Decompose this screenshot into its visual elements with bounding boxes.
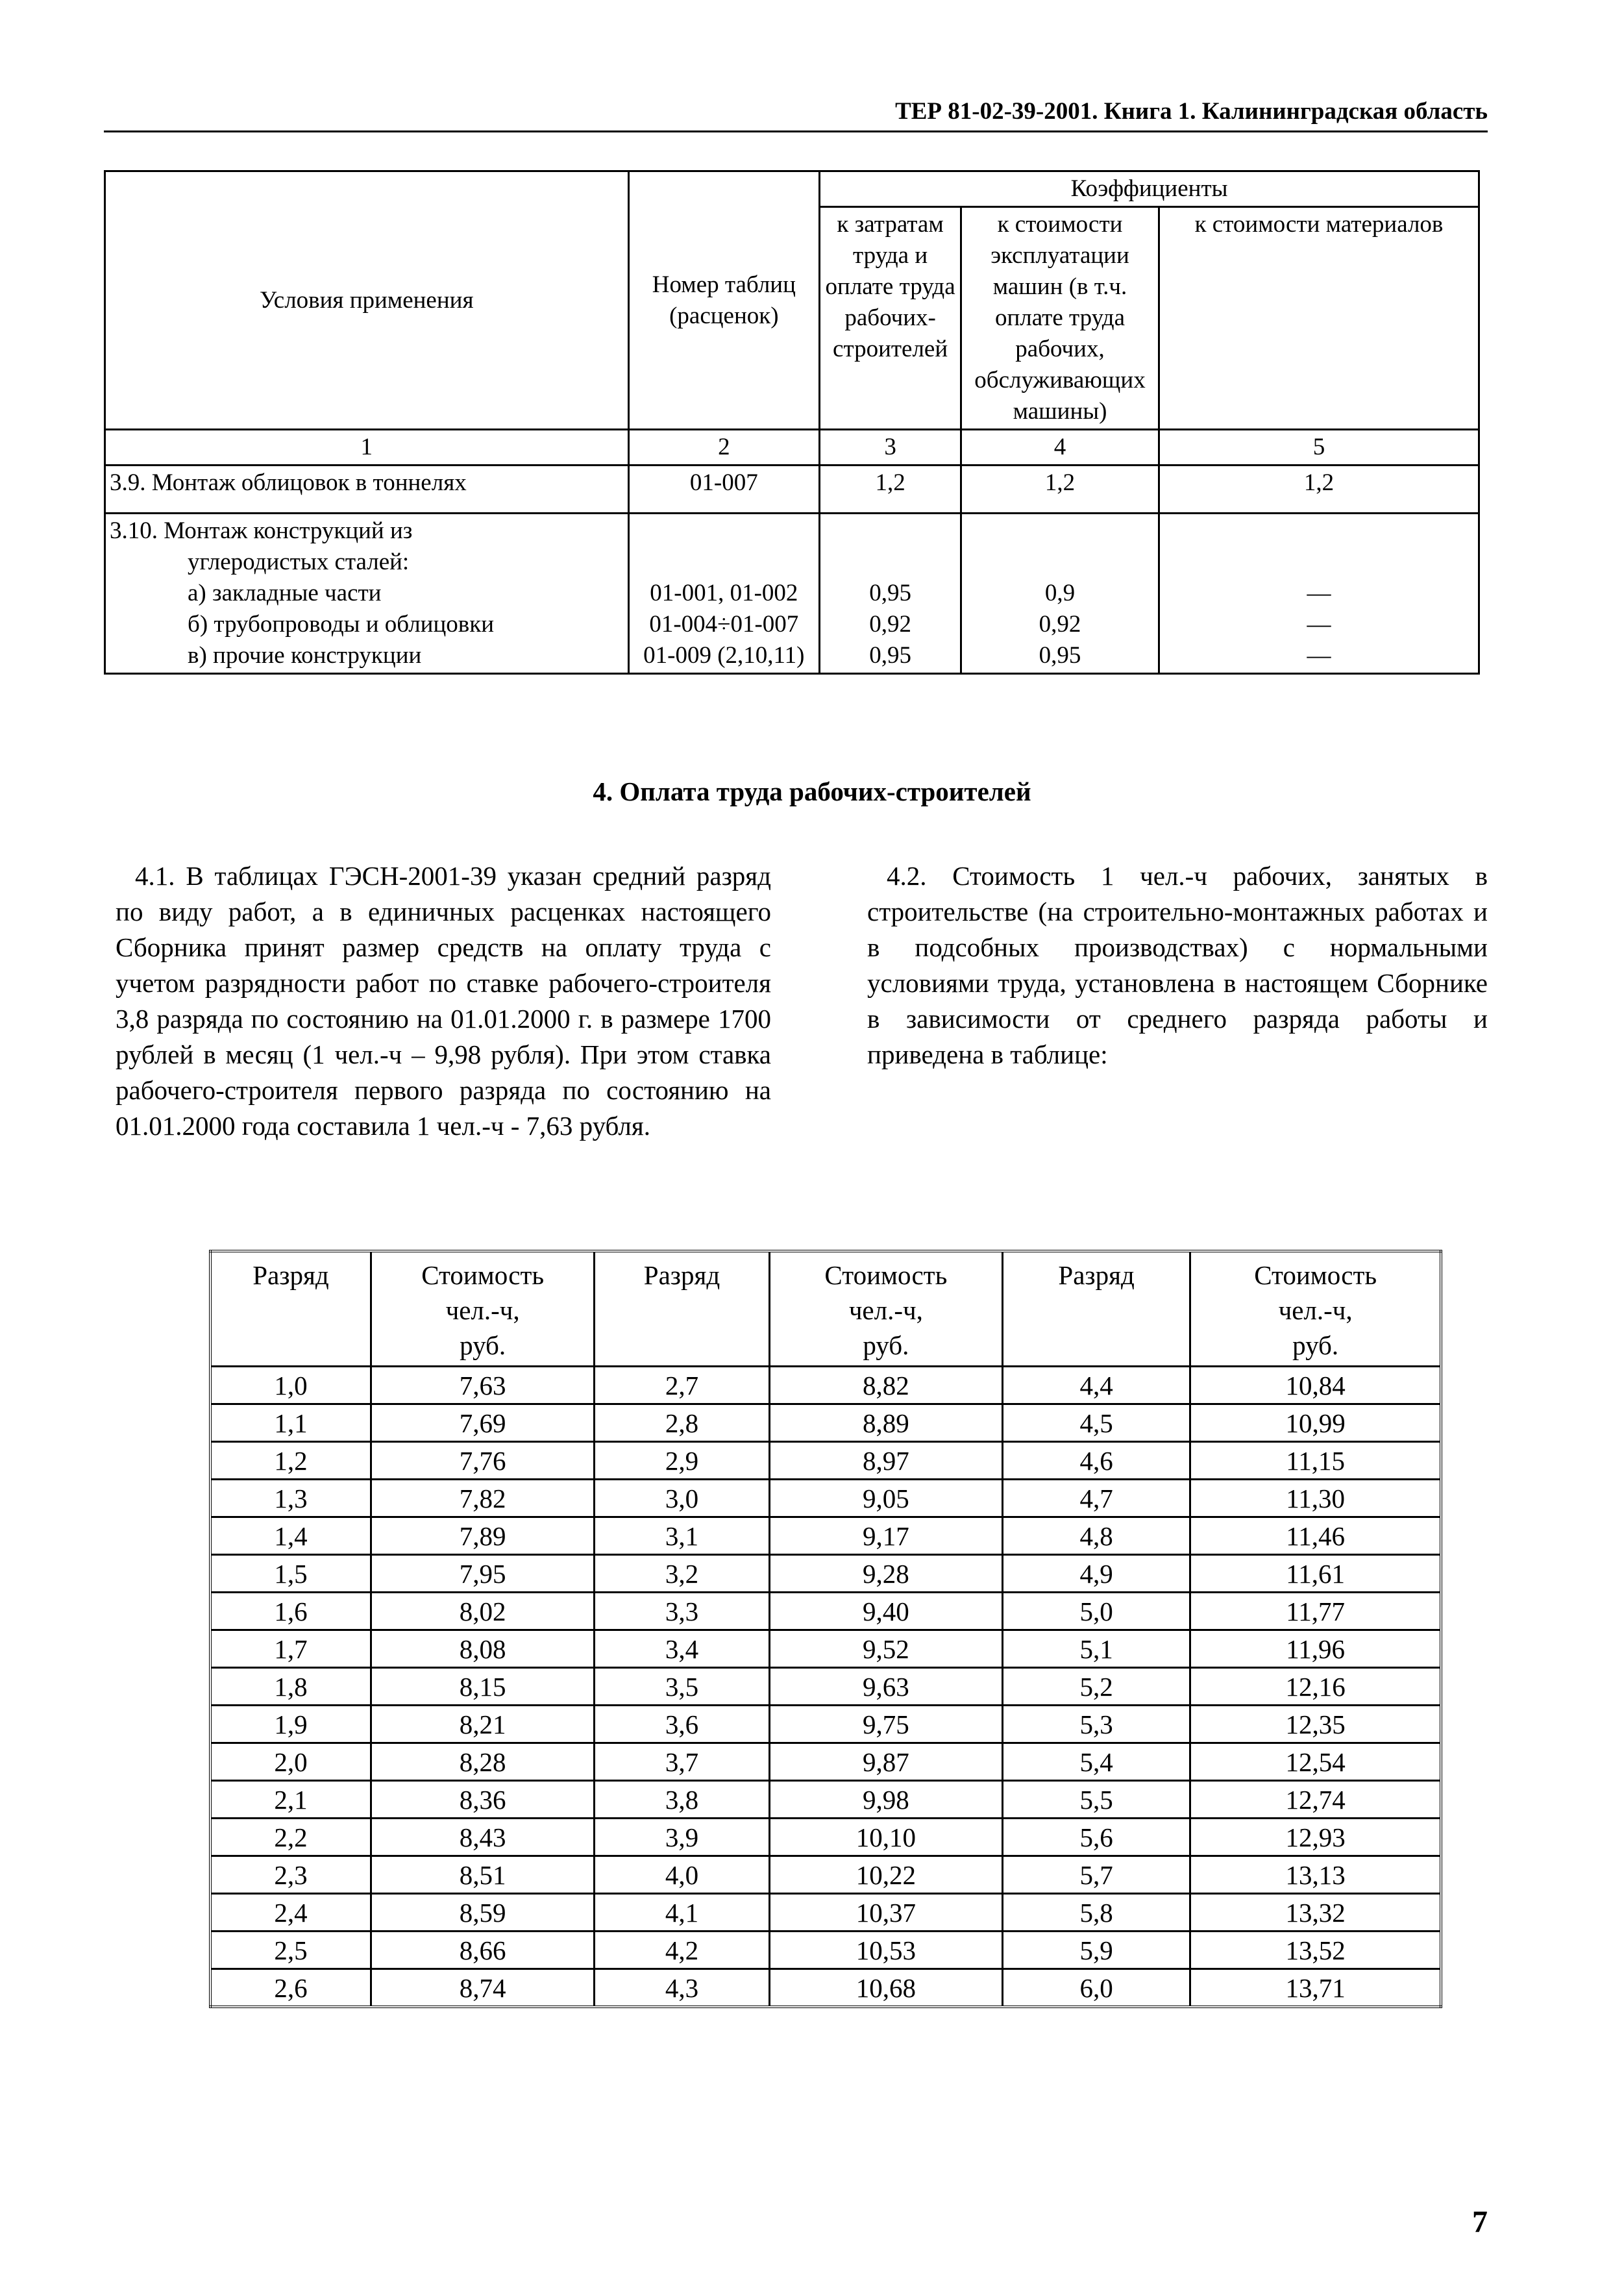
cost-cell: 7,95	[371, 1555, 594, 1593]
header-grade: Разряд	[1003, 1251, 1190, 1367]
labor-coef-cell: 1,2	[820, 466, 961, 514]
grade-cell: 6,0	[1003, 1969, 1190, 2007]
cost-cell: 10,68	[769, 1969, 1002, 2007]
grade-cell: 2,1	[210, 1781, 371, 1819]
coefficients-table	[104, 170, 1480, 675]
table-row	[210, 1630, 1441, 1668]
table-row	[105, 466, 1479, 514]
cost-cell: 13,52	[1190, 1932, 1441, 1969]
grade-cell: 4,0	[595, 1856, 769, 1894]
header-materials: к стоимости материалов	[1159, 207, 1479, 430]
cost-cell: 8,15	[371, 1668, 594, 1706]
paragraph-4-2: 4.2. Стоимость 1 чел.-ч рабочих, занятых в строительстве (на строительно-монтажных работах и в подсобных производствах) с нормальными условиями труда, установлена в настоящем Сборнике в зависимости от среднего разряда работы и приведена в таблице:	[867, 861, 1488, 1069]
grade-cell: 5,2	[1003, 1668, 1190, 1706]
table-row	[210, 1668, 1441, 1706]
grade-cell: 2,4	[210, 1894, 371, 1932]
grade-cell: 4,8	[1003, 1517, 1190, 1555]
grade-cell: 3,2	[595, 1555, 769, 1593]
grade-cell: 3,7	[595, 1743, 769, 1781]
grade-cell: 1,4	[210, 1517, 371, 1555]
grade-cell: 3,8	[595, 1781, 769, 1819]
grade-cell: 5,9	[1003, 1932, 1190, 1969]
col-number: 2	[628, 430, 820, 466]
header-labor: к затратам труда и оплате труда рабочих-строителей	[820, 207, 961, 430]
header-conditions: Условия применения	[105, 171, 629, 430]
grade-cell: 1,6	[210, 1593, 371, 1630]
header-grade: Разряд	[210, 1251, 371, 1367]
hourly-rate-table	[209, 1250, 1442, 2008]
grade-cell: 2,8	[595, 1404, 769, 1442]
condition-cell: 3.10. Монтаж конструкций из углеродистых сталей: а) закладные части б) трубопроводы и облицовки в) прочие конструкции	[105, 514, 629, 674]
cost-cell: 10,53	[769, 1932, 1002, 1969]
cost-cell: 10,22	[769, 1856, 1002, 1894]
cost-cell: 13,71	[1190, 1969, 1441, 2007]
col-number: 1	[105, 430, 629, 466]
cost-cell: 11,96	[1190, 1630, 1441, 1668]
grade-cell: 2,0	[210, 1743, 371, 1781]
header-machines: к стоимости эксплуатации машин (в т.ч. оплате труда рабочих, обслуживающих машины)	[961, 207, 1159, 430]
material-coef-cell: 1,2	[1159, 466, 1479, 514]
cost-cell: 11,77	[1190, 1593, 1441, 1630]
cost-cell: 9,52	[769, 1630, 1002, 1668]
page-number: 7	[1472, 2205, 1488, 2239]
grade-cell: 5,0	[1003, 1593, 1190, 1630]
table-number-cell: 01-001, 01-002 01-004÷01-007 01-009 (2,10,11)	[628, 514, 820, 674]
grade-cell: 3,1	[595, 1517, 769, 1555]
grade-cell: 4,5	[1003, 1404, 1190, 1442]
cost-cell: 12,35	[1190, 1706, 1441, 1743]
grade-cell: 2,5	[210, 1932, 371, 1969]
grade-cell: 1,8	[210, 1668, 371, 1706]
cost-cell: 7,63	[371, 1367, 594, 1404]
cost-cell: 10,10	[769, 1819, 1002, 1856]
cost-cell: 9,63	[769, 1668, 1002, 1706]
cost-cell: 7,69	[371, 1404, 594, 1442]
paragraph-4-1: 4.1. В таблицах ГЭСН-2001-39 указан средний разряд по виду работ, а в единичных расценках настоящего Сборника принят размер средств на оплату труда с учетом разрядности работ по ставке рабочего-строителя 3,8 разряда по состоянию на 01.01.2000 г. в размере 1700 рублей в месяц (1 чел.-ч – 9,98 рубля). При этом ставка рабочего-строителя первого разряда по состоянию на 01.01.2000 года составила 1 чел.-ч - 7,63 рубля.	[116, 861, 771, 1141]
cost-cell: 8,74	[371, 1969, 594, 2007]
cost-cell: 9,40	[769, 1593, 1002, 1630]
grade-cell: 3,9	[595, 1819, 769, 1856]
table-row	[210, 1856, 1441, 1894]
grade-cell: 5,6	[1003, 1819, 1190, 1856]
grade-cell: 1,5	[210, 1555, 371, 1593]
grade-cell: 1,7	[210, 1630, 371, 1668]
running-header: ТЕР 81-02-39-2001. Книга 1. Калининградская область	[104, 97, 1488, 132]
grade-cell: 2,6	[210, 1969, 371, 2007]
cost-cell: 8,66	[371, 1932, 594, 1969]
cost-cell: 11,46	[1190, 1517, 1441, 1555]
header-coefficients: Коэффициенты	[820, 171, 1479, 207]
cost-cell: 8,43	[371, 1819, 594, 1856]
grade-cell: 5,5	[1003, 1781, 1190, 1819]
cost-cell: 9,75	[769, 1706, 1002, 1743]
table-row	[210, 1706, 1441, 1743]
grade-cell: 3,6	[595, 1706, 769, 1743]
cost-cell: 7,82	[371, 1480, 594, 1517]
grade-cell: 4,4	[1003, 1367, 1190, 1404]
grade-cell: 5,4	[1003, 1743, 1190, 1781]
header-cost: Стоимость чел.-ч, руб.	[1190, 1251, 1441, 1367]
grade-cell: 1,1	[210, 1404, 371, 1442]
grade-cell: 5,7	[1003, 1856, 1190, 1894]
grade-cell: 5,8	[1003, 1894, 1190, 1932]
cost-cell: 9,28	[769, 1555, 1002, 1593]
table-row	[210, 1517, 1441, 1555]
grade-cell: 2,9	[595, 1442, 769, 1480]
cost-cell: 7,89	[371, 1517, 594, 1555]
header-cost: Стоимость чел.-ч, руб.	[371, 1251, 594, 1367]
grade-cell: 3,0	[595, 1480, 769, 1517]
table-row	[210, 1932, 1441, 1969]
cost-cell: 10,84	[1190, 1367, 1441, 1404]
cost-cell: 10,99	[1190, 1404, 1441, 1442]
grade-cell: 5,3	[1003, 1706, 1190, 1743]
table-row	[210, 1969, 1441, 2007]
grade-cell: 2,3	[210, 1856, 371, 1894]
machine-coef-cell: 1,2	[961, 466, 1159, 514]
grade-cell: 3,3	[595, 1593, 769, 1630]
col-number: 3	[820, 430, 961, 466]
grade-cell: 3,4	[595, 1630, 769, 1668]
cost-cell: 8,51	[371, 1856, 594, 1894]
table-row	[210, 1404, 1441, 1442]
cost-cell: 9,98	[769, 1781, 1002, 1819]
grade-cell: 5,1	[1003, 1630, 1190, 1668]
cost-cell: 8,02	[371, 1593, 594, 1630]
table-row	[210, 1819, 1441, 1856]
condition-cell: 3.9. Монтаж облицовок в тоннелях	[105, 466, 629, 514]
col-number: 4	[961, 430, 1159, 466]
material-coef-cell: — — —	[1159, 514, 1479, 674]
cost-cell: 8,28	[371, 1743, 594, 1781]
cost-cell: 11,61	[1190, 1555, 1441, 1593]
table-row	[210, 1442, 1441, 1480]
table-number-cell: 01-007	[628, 466, 820, 514]
cost-cell: 9,87	[769, 1743, 1002, 1781]
cost-cell: 12,16	[1190, 1668, 1441, 1706]
grade-cell: 4,2	[595, 1932, 769, 1969]
header-grade: Разряд	[595, 1251, 769, 1367]
cost-cell: 7,76	[371, 1442, 594, 1480]
cost-cell: 8,59	[371, 1894, 594, 1932]
cost-cell: 8,89	[769, 1404, 1002, 1442]
labor-coef-cell: 0,95 0,92 0,95	[820, 514, 961, 674]
cost-cell: 8,82	[769, 1367, 1002, 1404]
grade-cell: 1,3	[210, 1480, 371, 1517]
grade-cell: 1,0	[210, 1367, 371, 1404]
table-row	[210, 1593, 1441, 1630]
header-table-number: Номер таблиц (расценок)	[628, 171, 820, 430]
cost-cell: 10,37	[769, 1894, 1002, 1932]
cost-cell: 11,30	[1190, 1480, 1441, 1517]
grade-cell: 4,6	[1003, 1442, 1190, 1480]
machine-coef-cell: 0,9 0,92 0,95	[961, 514, 1159, 674]
column-number-row	[105, 430, 1479, 466]
table-row	[210, 1480, 1441, 1517]
cost-cell: 9,17	[769, 1517, 1002, 1555]
grade-cell: 4,9	[1003, 1555, 1190, 1593]
table-row	[105, 514, 1479, 674]
grade-cell: 3,5	[595, 1668, 769, 1706]
cost-cell: 12,74	[1190, 1781, 1441, 1819]
cost-cell: 12,54	[1190, 1743, 1441, 1781]
table-row	[210, 1367, 1441, 1404]
cost-cell: 9,05	[769, 1480, 1002, 1517]
table-row	[210, 1743, 1441, 1781]
table-row	[210, 1781, 1441, 1819]
grade-cell: 1,2	[210, 1442, 371, 1480]
grade-cell: 2,2	[210, 1819, 371, 1856]
cost-cell: 11,15	[1190, 1442, 1441, 1480]
col-number: 5	[1159, 430, 1479, 466]
section-title: 4. Оплата труда рабочих-строителей	[593, 776, 1031, 806]
cost-cell: 13,32	[1190, 1894, 1441, 1932]
cost-cell: 8,08	[371, 1630, 594, 1668]
grade-cell: 1,9	[210, 1706, 371, 1743]
grade-cell: 4,1	[595, 1894, 769, 1932]
cost-cell: 12,93	[1190, 1819, 1441, 1856]
grade-cell: 4,7	[1003, 1480, 1190, 1517]
cost-cell: 8,36	[371, 1781, 594, 1819]
grade-cell: 4,3	[595, 1969, 769, 2007]
grade-cell: 2,7	[595, 1367, 769, 1404]
cost-cell: 8,97	[769, 1442, 1002, 1480]
table-row	[210, 1555, 1441, 1593]
cost-cell: 13,13	[1190, 1856, 1441, 1894]
table-row	[210, 1894, 1441, 1932]
cost-cell: 8,21	[371, 1706, 594, 1743]
header-cost: Стоимость чел.-ч, руб.	[769, 1251, 1002, 1367]
